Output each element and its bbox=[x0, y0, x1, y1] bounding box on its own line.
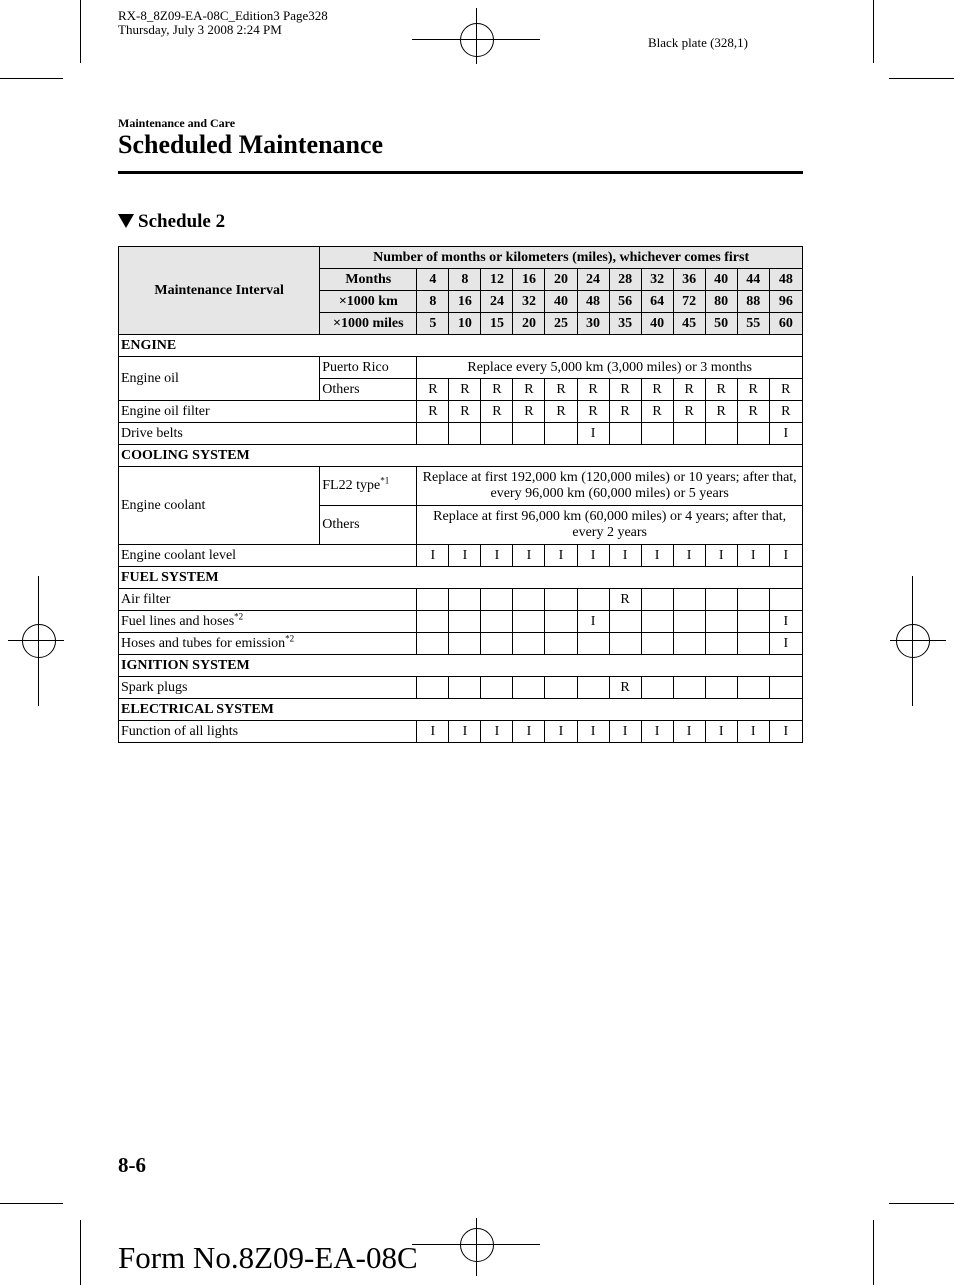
interval-header-cell: 40 bbox=[545, 291, 577, 313]
row-label-engine-coolant: Engine coolant bbox=[119, 467, 320, 545]
interval-cell: R bbox=[577, 401, 609, 423]
interval-cell bbox=[705, 611, 737, 633]
interval-cell: R bbox=[609, 401, 641, 423]
row-label-spark-plugs: Spark plugs bbox=[119, 677, 417, 699]
interval-header-cell: 80 bbox=[705, 291, 737, 313]
interval-header-cell: 36 bbox=[673, 269, 705, 291]
interval-cell: R bbox=[609, 677, 641, 699]
interval-header-cell: 16 bbox=[513, 269, 545, 291]
interval-cell: I bbox=[737, 721, 769, 743]
interval-cell: I bbox=[577, 611, 609, 633]
interval-cell bbox=[481, 611, 513, 633]
interval-header-cell: 88 bbox=[737, 291, 769, 313]
crop-mark bbox=[873, 1220, 874, 1285]
interval-cell: R bbox=[705, 379, 737, 401]
registration-mark-icon bbox=[22, 624, 56, 658]
table-row bbox=[119, 611, 803, 633]
interval-cell: I bbox=[513, 545, 545, 567]
fl22-coolant-note: Replace at first 192,000 km (120,000 miles) or 10 years; after that, every 96,000 km (60,000 miles) or 5 years bbox=[417, 467, 803, 506]
interval-cell: I bbox=[577, 423, 609, 445]
interval-cell: I bbox=[577, 545, 609, 567]
interval-header-cell: 50 bbox=[705, 313, 737, 335]
footnote-marker: *2 bbox=[285, 632, 295, 643]
interval-cell bbox=[609, 633, 641, 655]
interval-cell: R bbox=[769, 401, 802, 423]
interval-cell: I bbox=[673, 721, 705, 743]
schedule-heading bbox=[118, 211, 225, 233]
interval-cell: I bbox=[545, 545, 577, 567]
maintenance-schedule-table bbox=[118, 246, 803, 743]
interval-cell: I bbox=[609, 545, 641, 567]
interval-header-cell: 25 bbox=[545, 313, 577, 335]
interval-cell: I bbox=[641, 545, 673, 567]
interval-cell: R bbox=[481, 379, 513, 401]
puerto-rico-oil-note: Replace every 5,000 km (3,000 miles) or 3 months bbox=[417, 357, 803, 379]
row-label-lights: Function of all lights bbox=[119, 721, 417, 743]
interval-header-cell: 15 bbox=[481, 313, 513, 335]
interval-cell bbox=[481, 589, 513, 611]
form-number: Form No.8Z09-EA-08C bbox=[118, 1240, 418, 1275]
interval-cell: R bbox=[481, 401, 513, 423]
interval-cell bbox=[609, 423, 641, 445]
interval-cell: I bbox=[737, 545, 769, 567]
interval-cell bbox=[737, 589, 769, 611]
interval-cell bbox=[673, 611, 705, 633]
interval-header-cell: 72 bbox=[673, 291, 705, 313]
interval-cell bbox=[641, 611, 673, 633]
interval-cell: I bbox=[705, 545, 737, 567]
interval-cell: R bbox=[705, 401, 737, 423]
row-label-oil-filter: Engine oil filter bbox=[119, 401, 417, 423]
interval-cell bbox=[641, 677, 673, 699]
interval-cell: R bbox=[673, 379, 705, 401]
interval-cell bbox=[417, 677, 449, 699]
interval-cell bbox=[737, 423, 769, 445]
table-row bbox=[119, 423, 803, 445]
interval-cell: R bbox=[737, 401, 769, 423]
interval-cell: R bbox=[449, 401, 481, 423]
title-rule bbox=[118, 171, 803, 174]
interval-header-cell: 8 bbox=[449, 269, 481, 291]
registration-mark-icon bbox=[460, 1228, 494, 1262]
table-row bbox=[119, 699, 803, 721]
interval-cell: I bbox=[641, 721, 673, 743]
section-heading-electrical: ELECTRICAL SYSTEM bbox=[119, 699, 803, 721]
km-label: ×1000 km bbox=[320, 291, 417, 313]
row-label-text: Fuel lines and hoses bbox=[121, 613, 235, 629]
interval-header-cell: 32 bbox=[641, 269, 673, 291]
interval-cell: R bbox=[641, 401, 673, 423]
interval-cell bbox=[673, 677, 705, 699]
interval-cell bbox=[513, 677, 545, 699]
interval-cell bbox=[769, 589, 802, 611]
row-label-text: FL22 type bbox=[322, 478, 381, 493]
page-number: 8-6 bbox=[118, 1153, 146, 1177]
interval-cell bbox=[449, 423, 481, 445]
interval-cell: R bbox=[769, 379, 802, 401]
crop-mark bbox=[476, 8, 477, 64]
crop-mark bbox=[912, 576, 913, 706]
crop-mark bbox=[38, 576, 39, 706]
interval-cell: R bbox=[737, 379, 769, 401]
schedule-heading-text: Schedule 2 bbox=[138, 211, 226, 232]
interval-cell bbox=[449, 611, 481, 633]
interval-cell: I bbox=[481, 721, 513, 743]
row-label-engine-oil: Engine oil bbox=[119, 357, 320, 401]
interval-header-cell: 24 bbox=[577, 269, 609, 291]
interval-header-cell: 32 bbox=[513, 291, 545, 313]
interval-header-cell: 20 bbox=[513, 313, 545, 335]
interval-header-cell: 48 bbox=[769, 269, 802, 291]
interval-cell: R bbox=[417, 379, 449, 401]
interval-cell: R bbox=[513, 379, 545, 401]
interval-cell bbox=[545, 677, 577, 699]
crop-mark bbox=[8, 640, 64, 641]
interval-cell bbox=[449, 633, 481, 655]
interval-cell: R bbox=[513, 401, 545, 423]
interval-cell bbox=[449, 677, 481, 699]
interval-cell bbox=[705, 677, 737, 699]
interval-cell bbox=[705, 423, 737, 445]
interval-cell: R bbox=[577, 379, 609, 401]
interval-header-cell: 64 bbox=[641, 291, 673, 313]
interval-cell bbox=[737, 633, 769, 655]
registration-mark-icon bbox=[896, 624, 930, 658]
interval-cell: I bbox=[673, 545, 705, 567]
footnote-marker: *2 bbox=[234, 610, 244, 621]
interval-cell bbox=[641, 633, 673, 655]
table-row bbox=[119, 467, 803, 506]
interval-cell: I bbox=[449, 721, 481, 743]
table-row bbox=[119, 677, 803, 699]
page-title: Scheduled Maintenance bbox=[118, 130, 384, 159]
crop-mark bbox=[873, 0, 874, 63]
interval-header-cell: 56 bbox=[609, 291, 641, 313]
interval-header-cell: 28 bbox=[609, 269, 641, 291]
sub-label-others: Others bbox=[320, 506, 417, 545]
interval-cell bbox=[513, 633, 545, 655]
interval-cell bbox=[545, 589, 577, 611]
crop-mark bbox=[0, 1203, 63, 1204]
interval-cell: R bbox=[545, 379, 577, 401]
interval-header-cell: 4 bbox=[417, 269, 449, 291]
table-row bbox=[119, 445, 803, 467]
interval-cell bbox=[737, 611, 769, 633]
interval-cell bbox=[417, 589, 449, 611]
interval-header-cell: 44 bbox=[737, 269, 769, 291]
interval-header-cell: 16 bbox=[449, 291, 481, 313]
row-label-emission-hoses bbox=[119, 633, 417, 655]
interval-cell: I bbox=[609, 721, 641, 743]
interval-cell: R bbox=[609, 379, 641, 401]
maintenance-interval-header: Maintenance Interval bbox=[119, 247, 320, 335]
interval-cell: I bbox=[545, 721, 577, 743]
interval-cell: I bbox=[449, 545, 481, 567]
plate-label: Black plate (328,1) bbox=[648, 35, 748, 50]
crop-mark bbox=[476, 1218, 477, 1276]
interval-cell: R bbox=[609, 589, 641, 611]
interval-cell bbox=[417, 611, 449, 633]
sub-label-others: Others bbox=[320, 379, 417, 401]
crop-mark bbox=[889, 78, 954, 79]
table-row bbox=[119, 567, 803, 589]
interval-cell: R bbox=[545, 401, 577, 423]
interval-header-cell: 55 bbox=[737, 313, 769, 335]
table-row bbox=[119, 357, 803, 379]
interval-cell: R bbox=[449, 379, 481, 401]
interval-cell bbox=[513, 611, 545, 633]
footnote-marker: *1 bbox=[380, 475, 390, 486]
table-row bbox=[119, 401, 803, 423]
crop-mark bbox=[80, 0, 81, 63]
interval-cell bbox=[481, 633, 513, 655]
interval-cell bbox=[577, 677, 609, 699]
interval-header-cell: 48 bbox=[577, 291, 609, 313]
interval-header-cell: 24 bbox=[481, 291, 513, 313]
interval-cell: I bbox=[577, 721, 609, 743]
table-row bbox=[119, 655, 803, 677]
interval-cell: I bbox=[705, 721, 737, 743]
print-meta-file: RX-8_8Z09-EA-08C_Edition3 Page328 bbox=[118, 8, 328, 23]
miles-label: ×1000 miles bbox=[320, 313, 417, 335]
table-row bbox=[119, 335, 803, 357]
row-label-air-filter: Air filter bbox=[119, 589, 417, 611]
table-row bbox=[119, 589, 803, 611]
interval-cell: R bbox=[641, 379, 673, 401]
interval-cell bbox=[609, 611, 641, 633]
interval-header-cell: 5 bbox=[417, 313, 449, 335]
interval-header-cell: 35 bbox=[609, 313, 641, 335]
interval-cell bbox=[545, 611, 577, 633]
interval-cell bbox=[641, 589, 673, 611]
section-heading-fuel: FUEL SYSTEM bbox=[119, 567, 803, 589]
interval-cell bbox=[577, 633, 609, 655]
crop-mark bbox=[889, 1203, 954, 1204]
interval-cell bbox=[705, 633, 737, 655]
interval-cell bbox=[673, 423, 705, 445]
table-row bbox=[119, 633, 803, 655]
interval-cell: I bbox=[769, 423, 802, 445]
section-heading-cooling: COOLING SYSTEM bbox=[119, 445, 803, 467]
interval-caption: Number of months or kilometers (miles), whichever comes first bbox=[320, 247, 803, 269]
row-label-text: Hoses and tubes for emission bbox=[121, 635, 286, 651]
interval-header-cell: 8 bbox=[417, 291, 449, 313]
interval-cell bbox=[513, 423, 545, 445]
months-label: Months bbox=[320, 269, 417, 291]
interval-cell: I bbox=[769, 611, 802, 633]
sub-label-puerto-rico: Puerto Rico bbox=[320, 357, 417, 379]
interval-header-cell: 40 bbox=[641, 313, 673, 335]
interval-cell bbox=[481, 677, 513, 699]
section-heading-ignition: IGNITION SYSTEM bbox=[119, 655, 803, 677]
interval-cell bbox=[673, 589, 705, 611]
interval-cell bbox=[513, 589, 545, 611]
section-heading-engine: ENGINE bbox=[119, 335, 803, 357]
print-meta-date: Thursday, July 3 2008 2:24 PM bbox=[118, 22, 282, 37]
interval-cell bbox=[705, 589, 737, 611]
interval-cell bbox=[641, 423, 673, 445]
crop-mark bbox=[0, 78, 63, 79]
crop-mark bbox=[80, 1220, 81, 1285]
registration-mark-icon bbox=[460, 23, 494, 57]
table-row bbox=[119, 545, 803, 567]
interval-cell bbox=[417, 423, 449, 445]
interval-header-cell: 20 bbox=[545, 269, 577, 291]
interval-header-cell: 96 bbox=[769, 291, 802, 313]
interval-cell bbox=[673, 633, 705, 655]
interval-cell bbox=[545, 423, 577, 445]
section-label: Maintenance and Care bbox=[118, 116, 236, 130]
interval-cell bbox=[737, 677, 769, 699]
interval-header-cell: 40 bbox=[705, 269, 737, 291]
triangle-down-icon bbox=[118, 214, 134, 228]
others-coolant-note: Replace at first 96,000 km (60,000 miles) or 4 years; after that, every 2 years bbox=[417, 506, 803, 545]
interval-cell bbox=[449, 589, 481, 611]
sub-label-fl22 bbox=[320, 467, 417, 506]
table-row bbox=[119, 247, 803, 269]
interval-cell: I bbox=[513, 721, 545, 743]
interval-cell: R bbox=[673, 401, 705, 423]
crop-mark bbox=[890, 640, 946, 641]
interval-cell: I bbox=[417, 545, 449, 567]
interval-cell: I bbox=[769, 721, 802, 743]
interval-cell bbox=[417, 633, 449, 655]
interval-cell: I bbox=[769, 633, 802, 655]
interval-cell: I bbox=[417, 721, 449, 743]
interval-cell bbox=[481, 423, 513, 445]
interval-header-cell: 60 bbox=[769, 313, 802, 335]
interval-header-cell: 45 bbox=[673, 313, 705, 335]
interval-header-cell: 12 bbox=[481, 269, 513, 291]
interval-cell: I bbox=[769, 545, 802, 567]
row-label-drive-belts: Drive belts bbox=[119, 423, 417, 445]
interval-header-cell: 10 bbox=[449, 313, 481, 335]
row-label-coolant-level: Engine coolant level bbox=[119, 545, 417, 567]
interval-cell bbox=[769, 677, 802, 699]
interval-cell: R bbox=[417, 401, 449, 423]
interval-header-cell: 30 bbox=[577, 313, 609, 335]
table-row bbox=[119, 721, 803, 743]
interval-cell: I bbox=[481, 545, 513, 567]
interval-cell bbox=[577, 589, 609, 611]
row-label-fuel-lines bbox=[119, 611, 417, 633]
interval-cell bbox=[545, 633, 577, 655]
